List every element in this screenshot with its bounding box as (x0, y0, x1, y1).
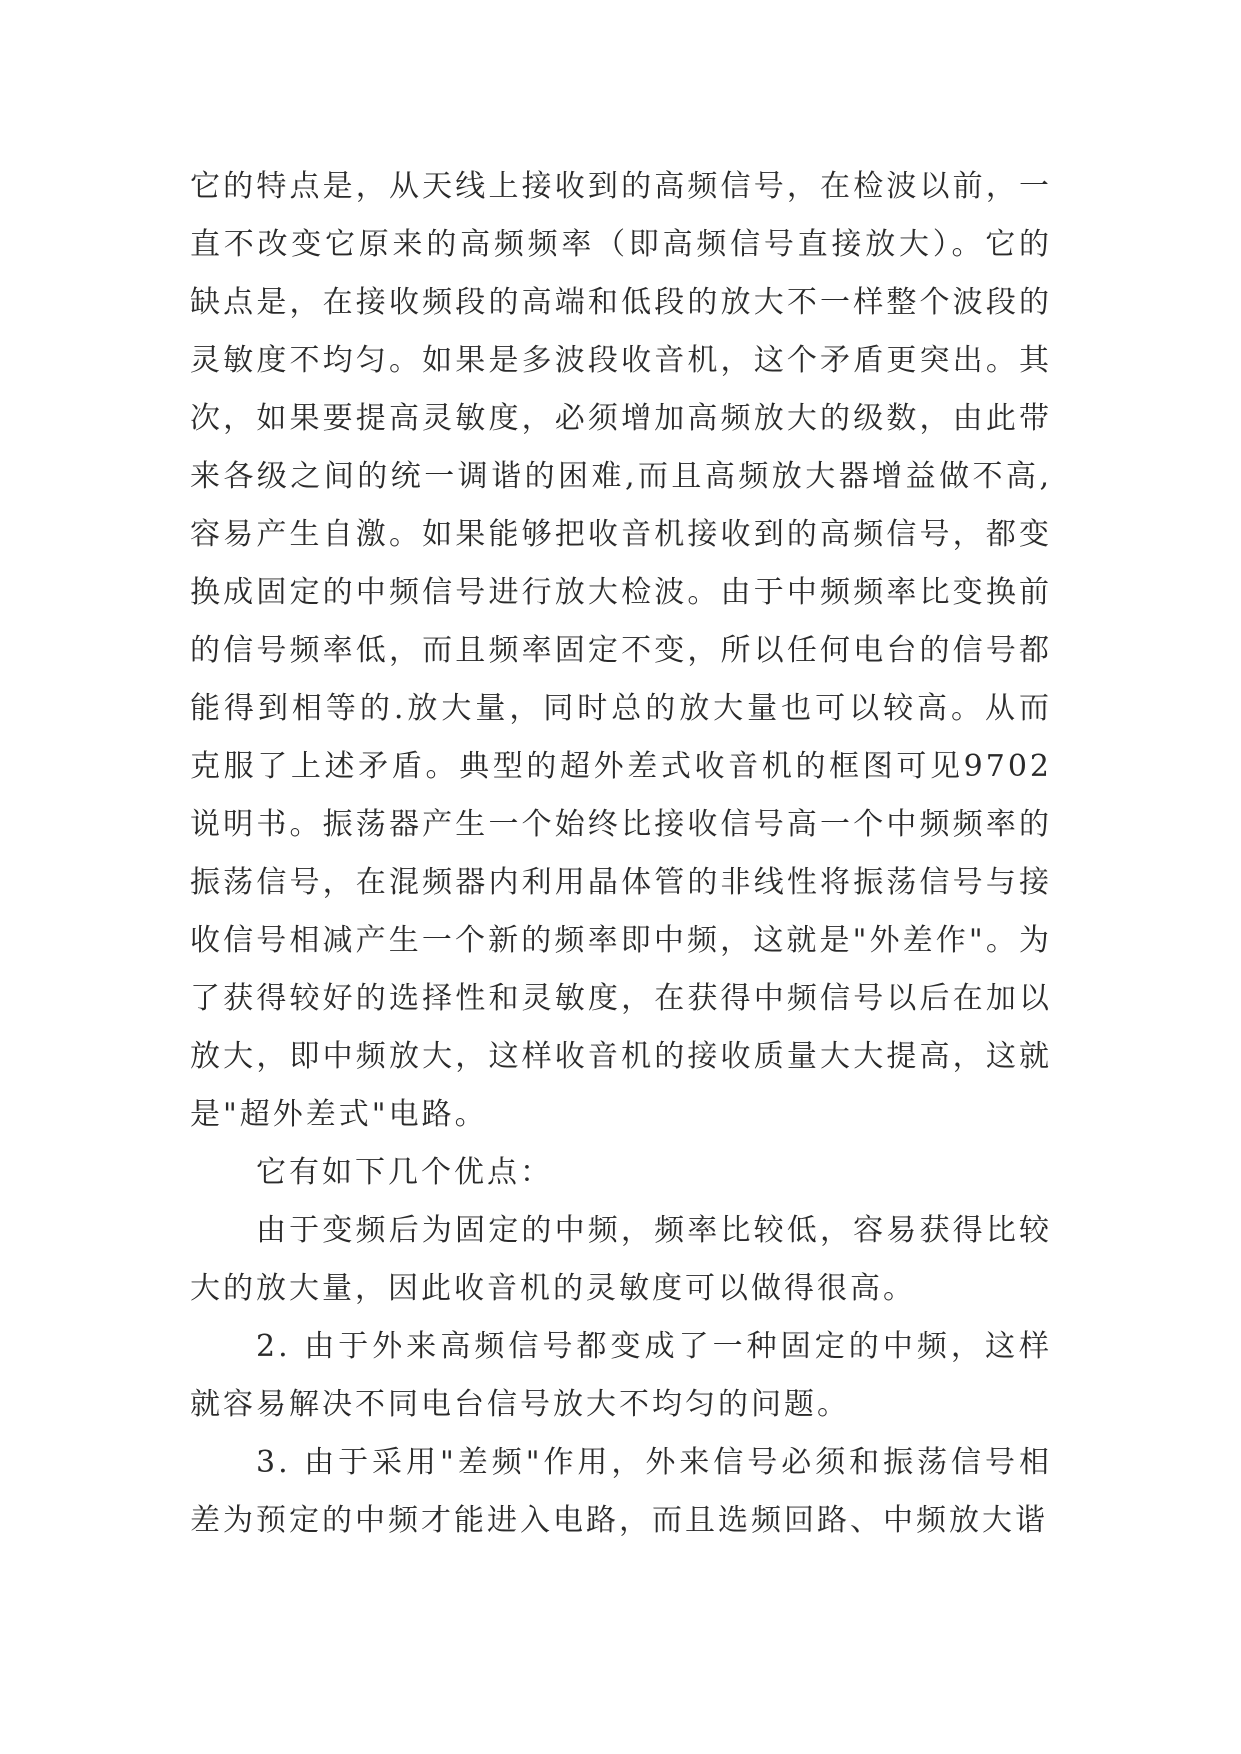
body-text (190, 158, 1052, 1550)
paragraph-principle: 它的特点是，从天线上接收到的高频信号，在检波以前，一直不改变它原来的高频频率（即高频信号直接放大）。它的缺点是，在接收频段的高端和低段的放大不一样整个波段的灵敏度不均匀。如果是多波段收音机，这个矛盾更突出。其次，如果要提高灵敏度，必须增加高频放大的级数，由此带来各级之间的统一调谐的困难,而且高频放大器增益做不高,容易产生自激。如果能够把收音机接收到的高频信号，都变换成固定的中频信号进行放大检波。由于中频频率比变换前的信号频率低，而且频率固定不变，所以任何电台的信号都能得到相等的.放大量，同时总的放大量也可以较高。从而克服了上述矛盾。典型的超外差式收音机的框图可见9702说明书。振荡器产生一个始终比接收信号高一个中频频率的振荡信号，在混频器内利用晶体管的非线性将振荡信号与接收信号相减产生一个新的频率即中频，这就是"外差作"。为了获得较好的选择性和灵敏度，在获得中频信号以后在加以放大，即中频放大，这样收音机的接收质量大大提高，这就是"超外差式"电路。 (190, 169, 1052, 1132)
paragraph-advantage-1: 由于变频后为固定的中频，频率比较低，容易获得比较大的放大量，因此收音机的灵敏度可以做得很高。 (190, 1213, 1052, 1306)
paragraph-advantage-3: 3. 由于采用"差频"作用，外来信号必须和振荡信号相差为预定的中频才能进入电路，而且选频回路、中频放大谐 (190, 1445, 1052, 1538)
paragraph-advantage-2: 2. 由于外来高频信号都变成了一种固定的中频，这样就容易解决不同电台信号放大不均匀的问题。 (190, 1329, 1052, 1422)
paragraph-advantages-intro: 它有如下几个优点： (256, 1155, 553, 1190)
